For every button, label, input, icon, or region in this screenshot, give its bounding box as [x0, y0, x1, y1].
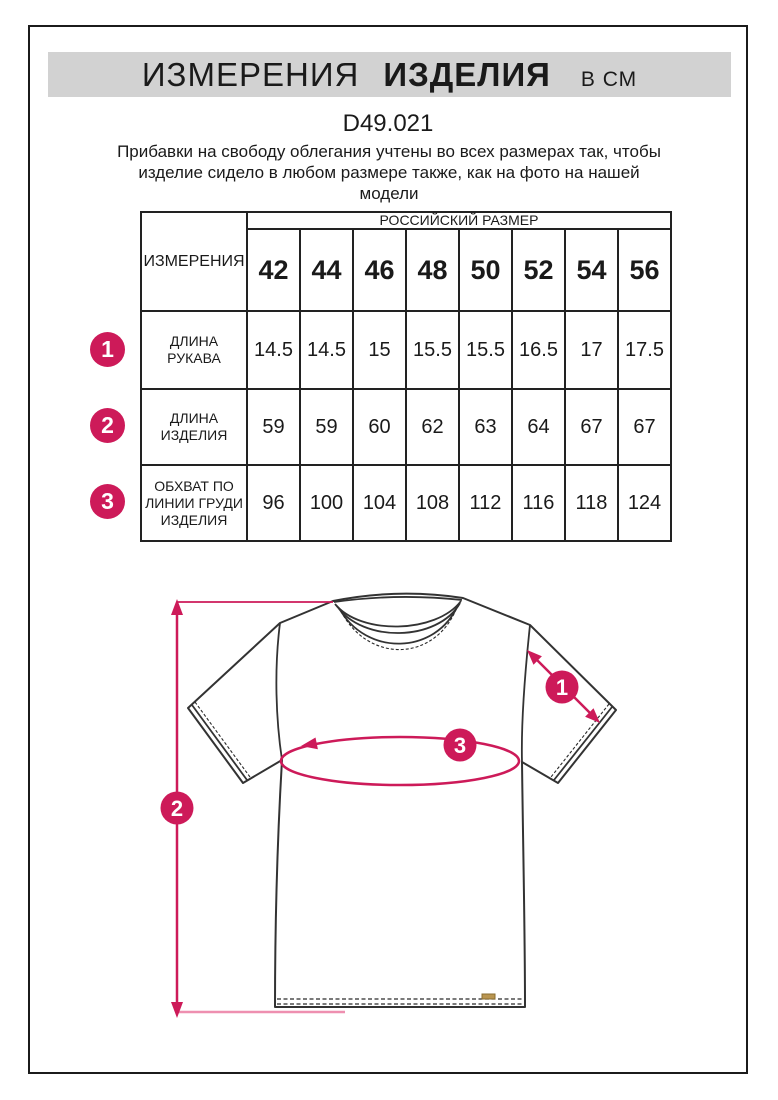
value-cell: 108 — [406, 465, 459, 541]
fit-description: Прибавки на свободу облегания учтены во всех размерах так, чтобы изделие сидело в любом размере также, как на фото на нашей модели — [117, 142, 661, 203]
row-marker-1: 1 — [90, 332, 125, 367]
value-cell: 17 — [565, 311, 618, 389]
value-cell: 100 — [300, 465, 353, 541]
row-label: ОБХВАТ ПО ЛИНИИ ГРУДИ ИЗДЕЛИЯ — [141, 465, 247, 541]
size-cell: 50 — [459, 229, 512, 311]
row-marker-2: 2 — [90, 408, 125, 443]
value-cell: 104 — [353, 465, 406, 541]
value-cell: 67 — [618, 389, 671, 465]
value-cell: 59 — [247, 389, 300, 465]
size-cell: 56 — [618, 229, 671, 311]
measurements-header-cell: ИЗМЕРЕНИЯ — [141, 212, 247, 311]
size-cell: 46 — [353, 229, 406, 311]
value-cell: 59 — [300, 389, 353, 465]
value-cell: 63 — [459, 389, 512, 465]
value-cell: 60 — [353, 389, 406, 465]
size-cell: 52 — [512, 229, 565, 311]
value-cell: 118 — [565, 465, 618, 541]
value-cell: 15.5 — [406, 311, 459, 389]
value-cell: 112 — [459, 465, 512, 541]
size-cell: 44 — [300, 229, 353, 311]
value-cell: 14.5 — [300, 311, 353, 389]
value-cell: 116 — [512, 465, 565, 541]
size-cell: 42 — [247, 229, 300, 311]
product-code: D49.021 — [342, 110, 434, 137]
value-cell: 16.5 — [512, 311, 565, 389]
title-word-measurements: ИЗМЕРЕНИЯ — [141, 56, 360, 93]
diagram-marker-1-label: 1 — [555, 675, 569, 700]
arrowhead-down — [171, 1002, 183, 1018]
value-cell: 14.5 — [247, 311, 300, 389]
row-label: ДЛИНА ИЗДЕЛИЯ — [141, 389, 247, 465]
size-cell: 54 — [565, 229, 618, 311]
value-cell: 17.5 — [618, 311, 671, 389]
row-marker-3: 3 — [90, 484, 125, 519]
row-label: ДЛИНА РУКАВА — [141, 311, 247, 389]
value-cell: 64 — [512, 389, 565, 465]
value-cell: 62 — [406, 389, 459, 465]
diagram-marker-3-label: 3 — [453, 733, 467, 758]
title-unit-cm: В СМ — [580, 68, 638, 91]
brand-tag — [482, 994, 495, 999]
russian-size-header-cell: РОССИЙСКИЙ РАЗМЕР — [247, 212, 671, 229]
value-cell: 15.5 — [459, 311, 512, 389]
title-word-product: ИЗДЕЛИЯ — [383, 56, 551, 93]
tshirt-silhouette — [188, 594, 616, 1007]
value-cell: 67 — [565, 389, 618, 465]
value-cell: 124 — [618, 465, 671, 541]
value-cell: 15 — [353, 311, 406, 389]
diagram-marker-2-label: 2 — [170, 796, 184, 821]
value-cell: 96 — [247, 465, 300, 541]
size-cell: 48 — [406, 229, 459, 311]
